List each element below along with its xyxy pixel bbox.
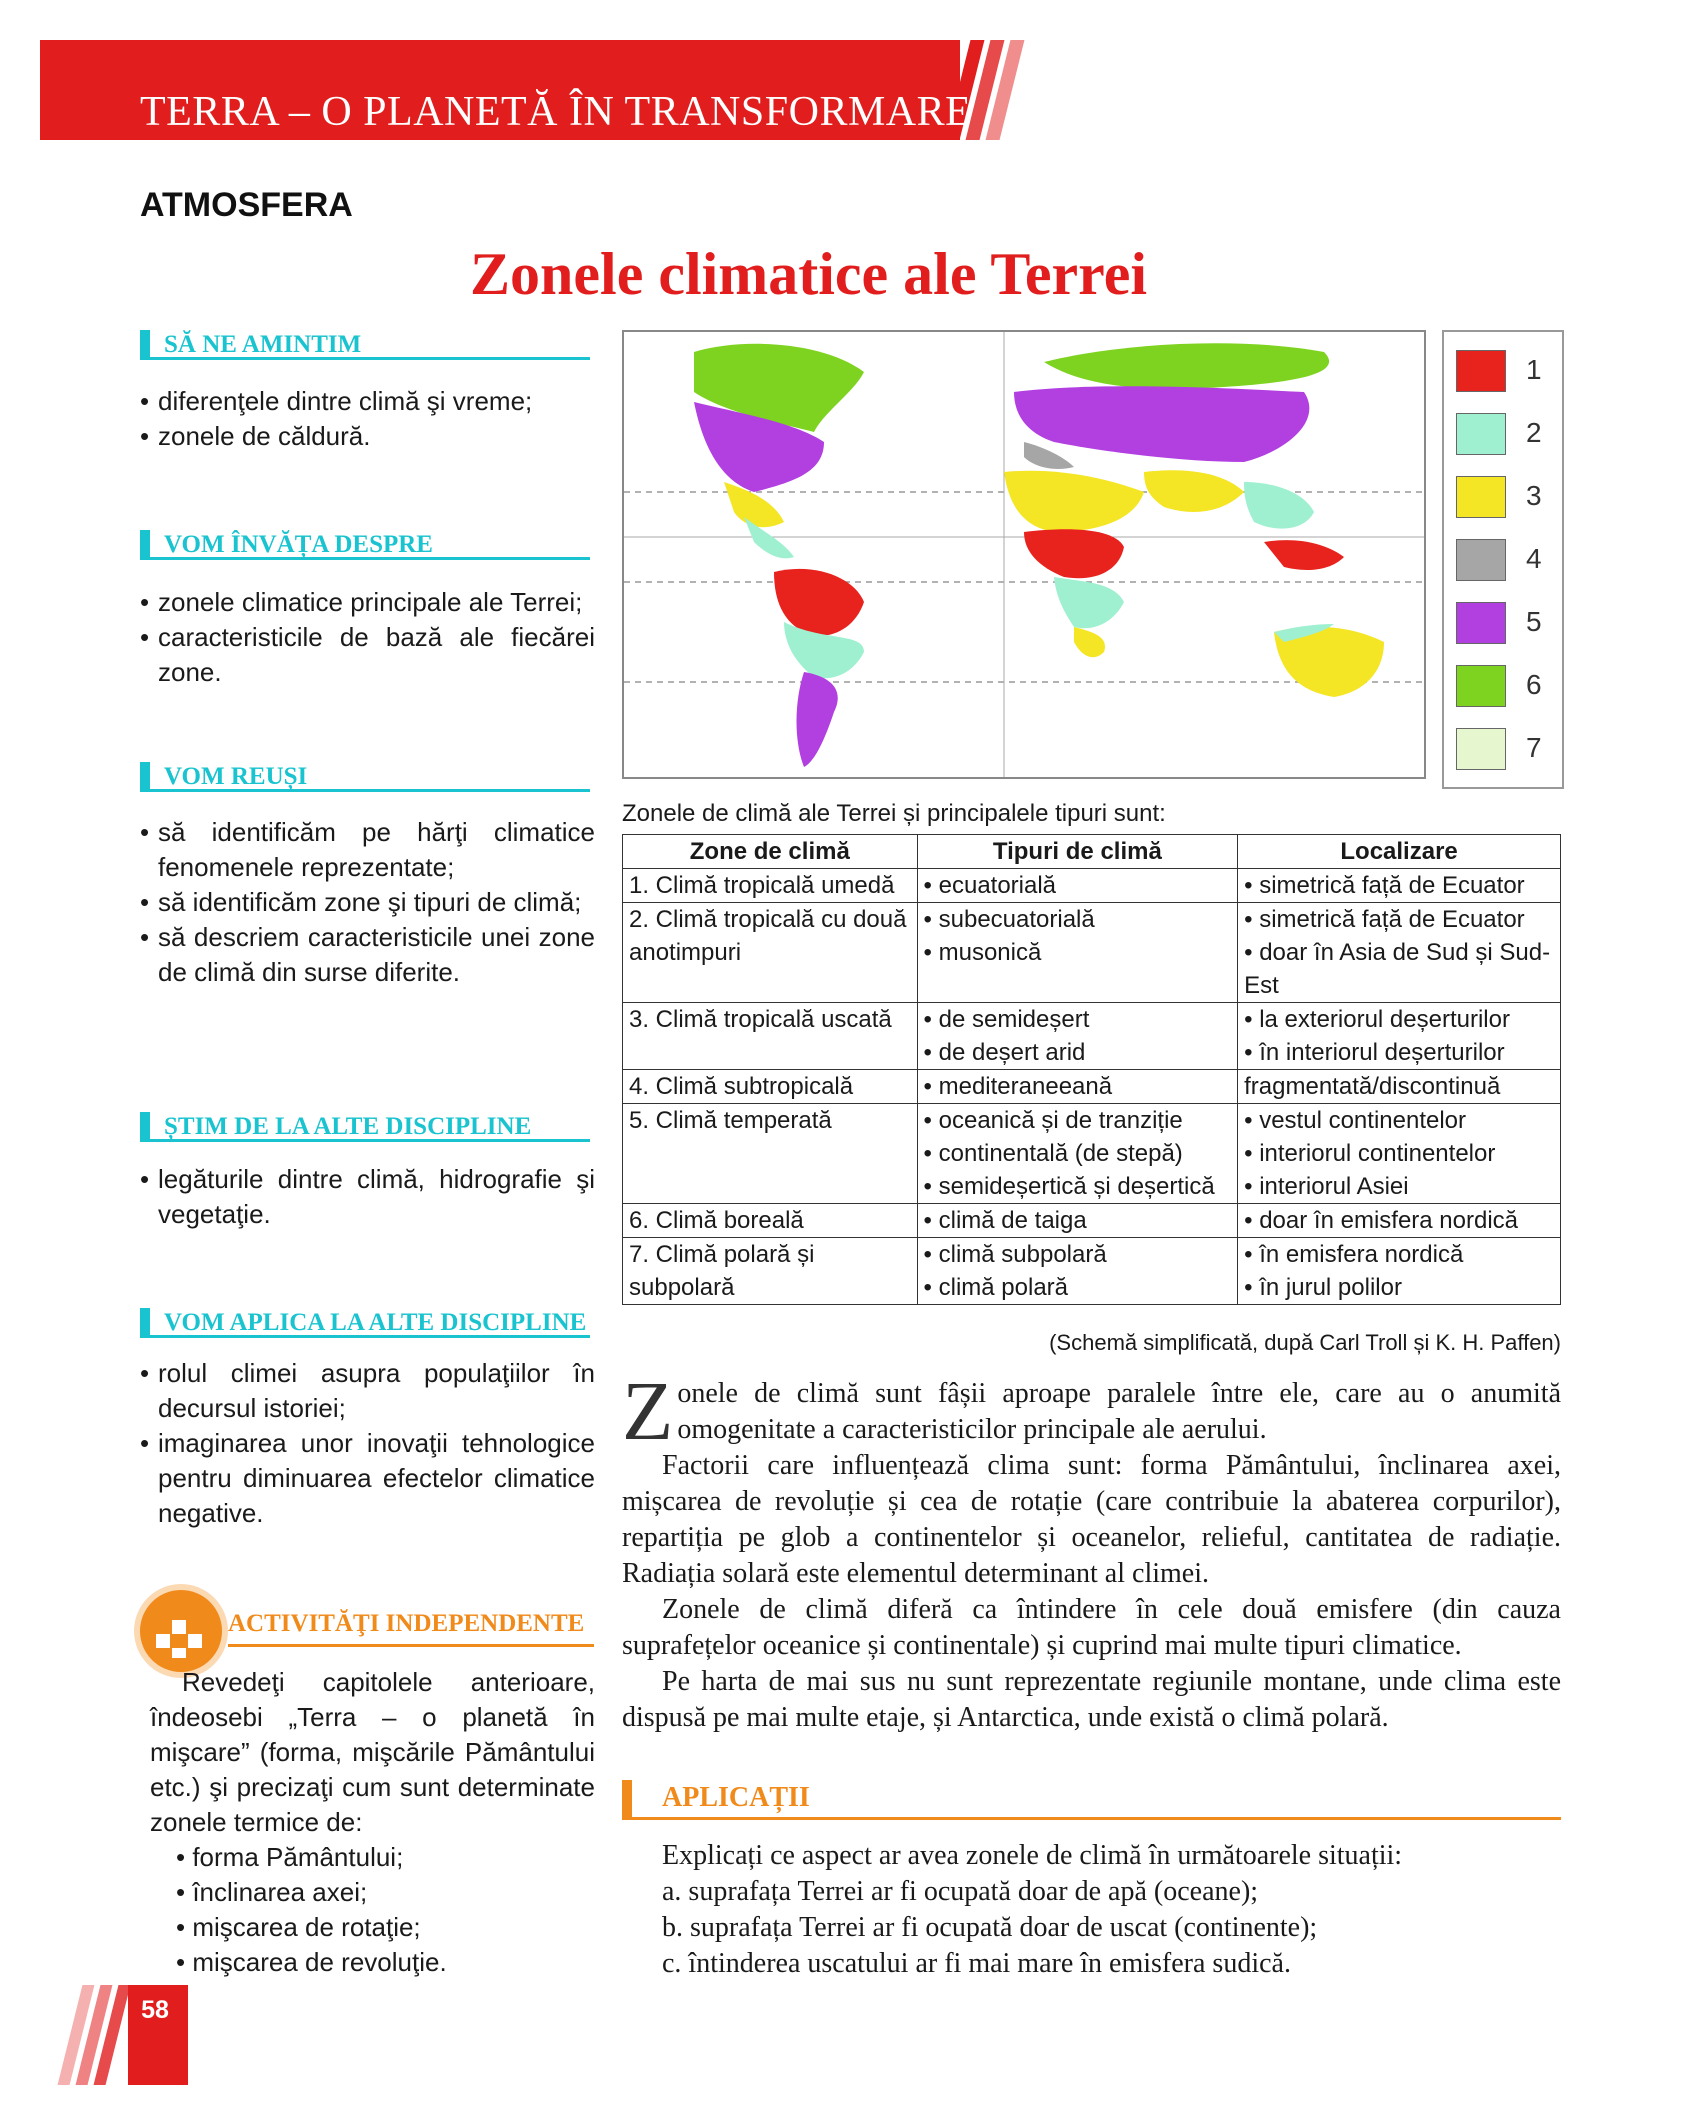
section-label: ATMOSFERA [140,186,353,224]
legend-number: 2 [1526,417,1542,448]
learn-title: VOM ÎNVĂȚA DESPRE [140,530,590,560]
legend-number: 1 [1526,354,1542,385]
column-header: Zone de climă [623,835,918,869]
zone-cell: 2. Climă tropicală cu două anotimpuri [623,903,918,1003]
list-item: • înclinarea axei; [176,1875,596,1910]
list-item: b. suprafața Terrei ar fi ocupată doar de uscat (continente); [662,1912,1318,1943]
header-title: TERRA – O PLANETĂ ÎN TRANSFORMARE [140,89,972,135]
list-item: • să identificăm zone şi tipuri de climă; [140,885,595,920]
activity-title: ACTIVITĂŢI INDEPENDENTE [228,1610,585,1637]
table-row [623,1204,1561,1238]
list-item: • mişcarea de rotaţie; [176,1910,596,1945]
table-row [623,869,1561,903]
learn-list [140,585,595,690]
apply-title: VOM APLICA LA ALTE DISCIPLINE [140,1308,590,1338]
remember-list [140,384,595,454]
climate-table [622,834,1561,1305]
achieve-title: VOM REUȘI [140,762,590,792]
legend-swatch [1456,539,1506,581]
location-cell: • doar în emisfera nordică [1238,1204,1561,1238]
map-legend [1442,330,1564,789]
table-row [623,1238,1561,1305]
types-cell: • climă subpolară • climă polară [917,1238,1238,1305]
legend-swatch [1456,413,1506,455]
location-cell: • la exteriorul deșerturilor • în interiorul deșerturilor [1238,1003,1561,1070]
applications-title: APLICAȚII [622,1780,1561,1820]
list-item: • diferenţele dintre climă şi vreme; [140,384,595,419]
table-row [623,1104,1561,1204]
location-cell: fragmentată/discontinuă [1238,1070,1561,1104]
table-row [623,1003,1561,1070]
table-header-row [623,835,1561,869]
list-item: • caracteristicile de bază ale fiecărei zone. [140,620,595,690]
body-text [622,1365,1561,1736]
zone-cell: 5. Climă temperată [623,1104,918,1204]
zone-cell: 1. Climă tropicală umedă [623,869,918,903]
list-item: • imaginarea unor inovaţii tehnologice pentru diminuarea efectelor climatice negative. [140,1426,595,1531]
table-body [623,869,1561,1305]
paragraph: Pe harta de mai sus nu sunt reprezentate regiunile montane, unde clima este dispusă pe mai multe etaje, și Antarctica, unde există o climă polară. [622,1666,1561,1733]
types-cell: • climă de taiga [917,1204,1238,1238]
legend-swatch [1456,728,1506,770]
paragraph-text: onele de climă sunt fâșii aproape paralele între ele, care au o anumită omogenitate a caracteristicilor principale ale aerului. [677,1378,1561,1445]
list-item: c. întinderea uscatului ar fi mai mare în emisfera sudică. [662,1948,1291,1979]
applications-intro: Explicați ce aspect ar avea zonele de climă în următoarele situații: [662,1840,1403,1871]
know-title: ȘTIM DE LA ALTE DISCIPLINE [140,1112,590,1142]
zone-cell: 4. Climă subtropicală [623,1070,918,1104]
zone-cell: 3. Climă tropicală uscată [623,1003,918,1070]
activity-icon [140,1590,222,1672]
zone-cell: 6. Climă boreală [623,1204,918,1238]
types-cell: • mediteraneeană [917,1070,1238,1104]
apply-list [140,1356,595,1531]
achieve-list [140,815,595,990]
legend-number: 4 [1526,543,1542,574]
list-item: • rolul climei asupra populaţiilor în decursul istoriei; [140,1356,595,1426]
table-source: (Schemă simplificată, după Carl Troll și K. H. Paffen) [1049,1330,1561,1355]
world-map-graphic [624,332,1424,777]
activity-text: Revedeţi capitolele anterioare, îndeosebi „Terra – o planetă în mişcare” (forma, mişcările Pământului etc.) şi precizaţi cum sunt determinate zonele termice de: [150,1667,595,1837]
drop-cap: Z [622,1365,674,1458]
column-header: Tipuri de climă [917,835,1238,869]
legend-number: 3 [1526,480,1542,511]
legend-swatch [1456,476,1506,518]
activity-list [176,1840,596,1980]
activity-rule [228,1644,594,1647]
location-cell: • vestul continentelor • interiorul continentelor • interiorul Asiei [1238,1104,1561,1204]
legend-number: 6 [1526,669,1542,700]
table-caption: Zonele de climă ale Terrei și principalele tipuri sunt: [622,800,1166,827]
list-item: • zonele de căldură. [140,419,595,454]
remember-title: SĂ NE AMINTIM [140,330,590,360]
types-cell: • oceanică și de tranziție • continentală (de stepă) • semideșertică și deșertică [917,1104,1238,1204]
list-item: • legăturile dintre climă, hidrografie şi vegetaţie. [140,1162,595,1232]
table-row [623,903,1561,1003]
list-item: • să identificăm pe hărţi climatice fenomenele reprezentate; [140,815,595,885]
climate-map [622,330,1426,779]
applications-text [662,1838,1562,1982]
list-item: • zonele climatice principale ale Terrei; [140,585,595,620]
page-title: Zonele climatice ale Terrei [470,241,1148,307]
page-number: 58 [141,1996,169,2024]
legend-number: 7 [1526,732,1542,763]
paragraph: Factorii care influențează clima sunt: forma Pământului, înclinarea axei, mișcarea de revoluție și cea de rotație (care contribuie la abaterea corpurilor), repartiția pe glob a continentelor și oceanelor, relieful, cantitatea de radiație. Radiația solară este elementul determinant al climei. [622,1450,1561,1589]
legend-swatch [1456,350,1506,392]
list-item: • forma Pământului; [176,1840,596,1875]
paragraph [622,1365,1561,1458]
location-cell: • în emisfera nordică • în jurul polilor [1238,1238,1561,1305]
location-cell: • simetrică față de Ecuator [1238,869,1561,903]
list-item: • să descriem caracteristicile unei zone de climă din surse diferite. [140,920,595,990]
list-item: a. suprafața Terrei ar fi ocupată doar de apă (oceane); [662,1876,1259,1907]
types-cell: • de semideșert • de deșert arid [917,1003,1238,1070]
zone-cell: 7. Climă polară și subpolară [623,1238,918,1305]
legend-number: 5 [1526,606,1542,637]
legend-swatch [1456,665,1506,707]
legend-swatch [1456,602,1506,644]
know-list [140,1162,595,1232]
types-cell: • subecuatorială • musonică [917,903,1238,1003]
paragraph: Zonele de climă diferă ca întindere în cele două emisfere (din cauza suprafețelor oceanice și continentale) și cuprind mai multe tipuri climatice. [622,1594,1561,1661]
types-cell: • ecuatorială [917,869,1238,903]
list-item: • mişcarea de revoluţie. [176,1945,596,1980]
column-header: Localizare [1238,835,1561,869]
location-cell: • simetrică față de Ecuator • doar în Asia de Sud și Sud-Est [1238,903,1561,1003]
table-row [623,1070,1561,1104]
